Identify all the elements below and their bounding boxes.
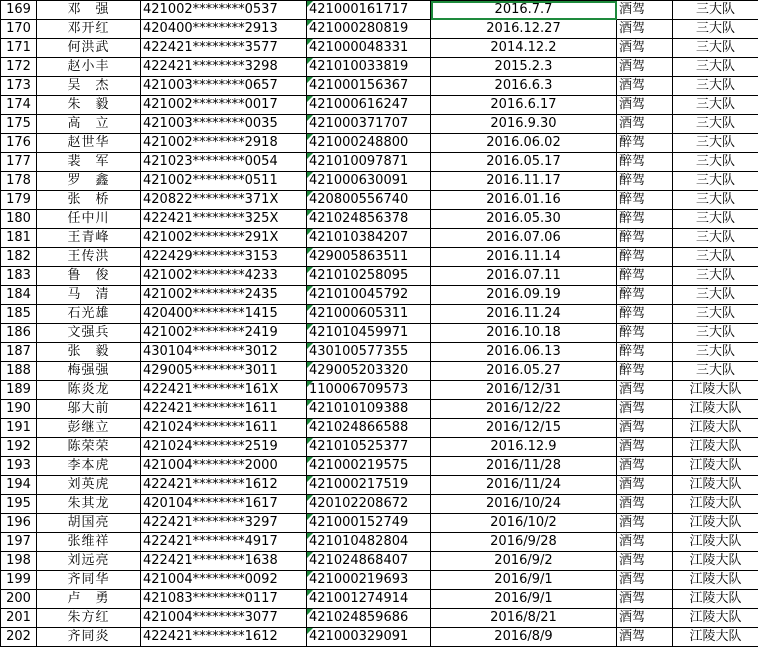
id-number-cell[interactable]: 422421********4917 (141, 533, 307, 552)
name-cell[interactable]: 张 毅 (37, 343, 141, 362)
date-cell[interactable]: 2016.6.3 (431, 77, 617, 96)
license-number-cell[interactable]: 421010045792 (307, 286, 431, 305)
name-cell[interactable]: 邓 强 (37, 1, 141, 20)
unit-cell[interactable]: 三大队 (673, 362, 758, 381)
table-row (1, 324, 758, 343)
violation-type-cell[interactable]: 酒驾 (617, 58, 673, 77)
table-row (1, 362, 758, 381)
violation-type-cell[interactable]: 酒驾 (617, 77, 673, 96)
unit-cell[interactable]: 江陵大队 (673, 552, 758, 571)
license-number-cell[interactable]: 421000248800 (307, 134, 431, 153)
date-cell[interactable]: 2016/9/2 (431, 552, 617, 571)
license-number-cell[interactable]: 421000329091 (307, 628, 431, 647)
id-number-cell[interactable]: 421002********2419 (141, 324, 307, 343)
unit-cell[interactable]: 三大队 (673, 134, 758, 153)
date-cell[interactable]: 2016/11/24 (431, 476, 617, 495)
license-number-cell[interactable]: 421010384207 (307, 229, 431, 248)
violation-type-cell[interactable]: 醉驾 (617, 248, 673, 267)
name-cell[interactable]: 朱 毅 (37, 96, 141, 115)
license-number-cell[interactable]: 421010258095 (307, 267, 431, 286)
date-cell[interactable]: 2016/11/28 (431, 457, 617, 476)
violation-type-cell[interactable]: 醉驾 (617, 172, 673, 191)
violation-type-cell[interactable]: 酒驾 (617, 514, 673, 533)
id-number-cell[interactable]: 421002********2918 (141, 134, 307, 153)
name-cell[interactable]: 彭继立 (37, 419, 141, 438)
unit-cell[interactable]: 江陵大队 (673, 533, 758, 552)
id-number-cell[interactable]: 421002********0537 (141, 1, 307, 20)
violation-type-cell[interactable]: 酒驾 (617, 571, 673, 590)
violation-type-cell[interactable]: 酒驾 (617, 20, 673, 39)
id-number-cell[interactable]: 421003********0035 (141, 115, 307, 134)
table-row (1, 514, 758, 533)
unit-cell[interactable]: 江陵大队 (673, 476, 758, 495)
license-number-cell[interactable]: 430100577355 (307, 343, 431, 362)
id-number-cell[interactable]: 421003********0657 (141, 77, 307, 96)
license-number-cell[interactable]: 421000156367 (307, 77, 431, 96)
table-row (1, 77, 758, 96)
row-number-cell[interactable]: 191 (1, 419, 37, 438)
date-cell[interactable]: 2016.05.30 (431, 210, 617, 229)
table-row (1, 438, 758, 457)
violation-type-cell[interactable]: 酒驾 (617, 457, 673, 476)
license-number-cell[interactable]: 420102208672 (307, 495, 431, 514)
row-number-cell[interactable]: 187 (1, 343, 37, 362)
unit-cell[interactable]: 三大队 (673, 267, 758, 286)
name-cell[interactable]: 朱方红 (37, 609, 141, 628)
violation-type-cell[interactable]: 醉驾 (617, 191, 673, 210)
id-number-cell[interactable]: 421004********3077 (141, 609, 307, 628)
table-row (1, 229, 758, 248)
id-number-cell[interactable]: 421002********291X (141, 229, 307, 248)
name-cell[interactable]: 鲁 俊 (37, 267, 141, 286)
license-number-cell[interactable]: 421001274914 (307, 590, 431, 609)
row-number-cell[interactable]: 202 (1, 628, 37, 647)
id-number-cell[interactable]: 420400********1415 (141, 305, 307, 324)
table-row (1, 590, 758, 609)
id-number-cell[interactable]: 422421********1611 (141, 400, 307, 419)
table-row (1, 58, 758, 77)
license-number-cell[interactable]: 421000219693 (307, 571, 431, 590)
name-cell[interactable]: 王传洪 (37, 248, 141, 267)
violation-type-cell[interactable]: 酒驾 (617, 1, 673, 20)
license-number-cell[interactable]: 421000616247 (307, 96, 431, 115)
table-row (1, 343, 758, 362)
table-row (1, 476, 758, 495)
row-number-cell[interactable]: 192 (1, 438, 37, 457)
table-row (1, 305, 758, 324)
row-number-cell[interactable]: 193 (1, 457, 37, 476)
violation-type-cell[interactable]: 酒驾 (617, 381, 673, 400)
row-number-cell[interactable]: 196 (1, 514, 37, 533)
violation-type-cell[interactable]: 酒驾 (617, 438, 673, 457)
table-row (1, 457, 758, 476)
name-cell[interactable]: 邬大前 (37, 400, 141, 419)
name-cell[interactable]: 陈荣荣 (37, 438, 141, 457)
date-cell[interactable]: 2016.07.06 (431, 229, 617, 248)
license-number-cell[interactable]: 421000219575 (307, 457, 431, 476)
name-cell[interactable]: 张 桥 (37, 191, 141, 210)
unit-cell[interactable]: 三大队 (673, 115, 758, 134)
unit-cell[interactable]: 江陵大队 (673, 609, 758, 628)
unit-cell[interactable]: 江陵大队 (673, 400, 758, 419)
id-number-cell[interactable]: 422421********3298 (141, 58, 307, 77)
name-cell[interactable]: 刘英虎 (37, 476, 141, 495)
violation-type-cell[interactable]: 酒驾 (617, 115, 673, 134)
violation-type-cell[interactable]: 醉驾 (617, 134, 673, 153)
name-cell[interactable]: 李本虎 (37, 457, 141, 476)
row-number-cell[interactable]: 183 (1, 267, 37, 286)
id-number-cell[interactable]: 422421********1612 (141, 476, 307, 495)
row-number-cell[interactable]: 185 (1, 305, 37, 324)
id-number-cell[interactable]: 422421********325X (141, 210, 307, 229)
table-body (1, 1, 758, 647)
id-number-cell[interactable]: 421024********1611 (141, 419, 307, 438)
name-cell[interactable]: 齐同华 (37, 571, 141, 590)
id-number-cell[interactable]: 421002********4233 (141, 267, 307, 286)
table-row (1, 248, 758, 267)
license-number-cell[interactable]: 421000280819 (307, 20, 431, 39)
id-number-cell[interactable]: 421023********0054 (141, 153, 307, 172)
date-cell[interactable]: 2016.7.7 (431, 1, 617, 20)
date-cell[interactable]: 2016/12/22 (431, 400, 617, 419)
license-number-cell[interactable]: 421000605311 (307, 305, 431, 324)
date-cell[interactable]: 2016/8/9 (431, 628, 617, 647)
date-cell[interactable]: 2016.07.11 (431, 267, 617, 286)
license-number-cell[interactable]: 421024868407 (307, 552, 431, 571)
table-row (1, 495, 758, 514)
row-number-cell[interactable]: 178 (1, 172, 37, 191)
name-cell[interactable]: 朱其龙 (37, 495, 141, 514)
name-cell[interactable]: 陈炎龙 (37, 381, 141, 400)
violation-type-cell[interactable]: 酒驾 (617, 39, 673, 58)
row-number-cell[interactable]: 197 (1, 533, 37, 552)
unit-cell[interactable]: 三大队 (673, 286, 758, 305)
violation-type-cell[interactable]: 醉驾 (617, 286, 673, 305)
date-cell[interactable]: 2016.12.27 (431, 20, 617, 39)
name-cell[interactable]: 王青峰 (37, 229, 141, 248)
table-row (1, 153, 758, 172)
unit-cell[interactable]: 江陵大队 (673, 514, 758, 533)
unit-cell[interactable]: 江陵大队 (673, 590, 758, 609)
id-number-cell[interactable]: 421004********0092 (141, 571, 307, 590)
date-cell[interactable]: 2016.6.17 (431, 96, 617, 115)
license-number-cell[interactable]: 421000630091 (307, 172, 431, 191)
table-row (1, 628, 758, 647)
id-number-cell[interactable]: 422421********3297 (141, 514, 307, 533)
unit-cell[interactable]: 三大队 (673, 153, 758, 172)
table-row (1, 115, 758, 134)
table-row (1, 96, 758, 115)
license-number-cell[interactable]: 421010482804 (307, 533, 431, 552)
unit-cell[interactable]: 江陵大队 (673, 628, 758, 647)
license-number-cell[interactable]: 421010109388 (307, 400, 431, 419)
license-number-cell[interactable]: 429005203320 (307, 362, 431, 381)
date-cell[interactable]: 2016.11.17 (431, 172, 617, 191)
license-number-cell[interactable]: 421024859686 (307, 609, 431, 628)
id-number-cell[interactable]: 422421********161X (141, 381, 307, 400)
violation-type-cell[interactable]: 醉驾 (617, 267, 673, 286)
name-cell[interactable]: 马 清 (37, 286, 141, 305)
id-number-cell[interactable]: 429005********3011 (141, 362, 307, 381)
license-number-cell[interactable]: 421010097871 (307, 153, 431, 172)
license-number-cell[interactable]: 429005863511 (307, 248, 431, 267)
name-cell[interactable]: 胡国亮 (37, 514, 141, 533)
unit-cell[interactable]: 江陵大队 (673, 495, 758, 514)
license-number-cell[interactable]: 421024856378 (307, 210, 431, 229)
id-number-cell[interactable]: 422421********1638 (141, 552, 307, 571)
date-cell[interactable]: 2016/12/15 (431, 419, 617, 438)
unit-cell[interactable]: 江陵大队 (673, 381, 758, 400)
name-cell[interactable]: 刘远亮 (37, 552, 141, 571)
unit-cell[interactable]: 江陵大队 (673, 571, 758, 590)
violation-type-cell[interactable]: 酒驾 (617, 533, 673, 552)
date-cell[interactable]: 2016/9/28 (431, 533, 617, 552)
row-number-cell[interactable]: 179 (1, 191, 37, 210)
row-number-cell[interactable]: 177 (1, 153, 37, 172)
row-number-cell[interactable]: 189 (1, 381, 37, 400)
row-number-cell[interactable]: 170 (1, 20, 37, 39)
row-number-cell[interactable]: 188 (1, 362, 37, 381)
name-cell[interactable]: 张维祥 (37, 533, 141, 552)
date-cell[interactable]: 2016/10/2 (431, 514, 617, 533)
date-cell[interactable]: 2015.2.3 (431, 58, 617, 77)
row-number-cell[interactable]: 195 (1, 495, 37, 514)
table-row (1, 381, 758, 400)
unit-cell[interactable]: 三大队 (673, 210, 758, 229)
license-number-cell[interactable]: 110006709573 (307, 381, 431, 400)
id-number-cell[interactable]: 421002********2435 (141, 286, 307, 305)
row-number-cell[interactable]: 181 (1, 229, 37, 248)
date-cell[interactable]: 2016.06.13 (431, 343, 617, 362)
table-row (1, 39, 758, 58)
table-row (1, 210, 758, 229)
id-number-cell[interactable]: 422429********3153 (141, 248, 307, 267)
date-cell[interactable]: 2016.06.02 (431, 134, 617, 153)
date-cell[interactable]: 2016.05.27 (431, 362, 617, 381)
license-number-cell[interactable]: 420800556740 (307, 191, 431, 210)
table-row (1, 571, 758, 590)
date-cell[interactable]: 2016.05.17 (431, 153, 617, 172)
table-row (1, 552, 758, 571)
name-cell[interactable]: 吴 杰 (37, 77, 141, 96)
row-number-cell[interactable]: 169 (1, 1, 37, 20)
table-row (1, 286, 758, 305)
row-number-cell[interactable]: 171 (1, 39, 37, 58)
name-cell[interactable]: 梅强强 (37, 362, 141, 381)
violation-type-cell[interactable]: 酒驾 (617, 590, 673, 609)
date-cell[interactable]: 2016/10/24 (431, 495, 617, 514)
unit-cell[interactable]: 江陵大队 (673, 419, 758, 438)
row-number-cell[interactable]: 198 (1, 552, 37, 571)
violation-type-cell[interactable]: 醉驾 (617, 229, 673, 248)
id-number-cell[interactable]: 421002********0511 (141, 172, 307, 191)
unit-cell[interactable]: 三大队 (673, 172, 758, 191)
date-cell[interactable]: 2016/8/21 (431, 609, 617, 628)
license-number-cell[interactable]: 421000217519 (307, 476, 431, 495)
row-number-cell[interactable]: 201 (1, 609, 37, 628)
license-number-cell[interactable]: 421000152749 (307, 514, 431, 533)
name-cell[interactable]: 邓开红 (37, 20, 141, 39)
name-cell[interactable]: 文强兵 (37, 324, 141, 343)
table-row (1, 609, 758, 628)
date-cell[interactable]: 2016/9/1 (431, 590, 617, 609)
name-cell[interactable]: 何洪武 (37, 39, 141, 58)
violation-type-cell[interactable]: 醉驾 (617, 305, 673, 324)
license-number-cell[interactable]: 421010525377 (307, 438, 431, 457)
violation-type-cell[interactable]: 酒驾 (617, 419, 673, 438)
id-number-cell[interactable]: 430104********3012 (141, 343, 307, 362)
name-cell[interactable]: 石光雄 (37, 305, 141, 324)
date-cell[interactable]: 2016/9/1 (431, 571, 617, 590)
violation-type-cell[interactable]: 醉驾 (617, 153, 673, 172)
table-row (1, 267, 758, 286)
id-number-cell[interactable]: 421002********0017 (141, 96, 307, 115)
id-number-cell[interactable]: 421004********2000 (141, 457, 307, 476)
license-number-cell[interactable]: 421000161717 (307, 1, 431, 20)
date-cell[interactable]: 2016/12/31 (431, 381, 617, 400)
unit-cell[interactable]: 三大队 (673, 324, 758, 343)
row-number-cell[interactable]: 176 (1, 134, 37, 153)
unit-cell[interactable]: 三大队 (673, 343, 758, 362)
name-cell[interactable]: 任中川 (37, 210, 141, 229)
table-row (1, 20, 758, 39)
unit-cell[interactable]: 三大队 (673, 96, 758, 115)
date-cell[interactable]: 2016.9.30 (431, 115, 617, 134)
unit-cell[interactable]: 江陵大队 (673, 438, 758, 457)
table-row (1, 191, 758, 210)
unit-cell[interactable]: 三大队 (673, 248, 758, 267)
unit-cell[interactable]: 江陵大队 (673, 457, 758, 476)
row-number-cell[interactable]: 173 (1, 77, 37, 96)
violation-type-cell[interactable]: 酒驾 (617, 609, 673, 628)
date-cell[interactable]: 2016.11.14 (431, 248, 617, 267)
violation-type-cell[interactable]: 酒驾 (617, 96, 673, 115)
name-cell[interactable]: 赵世华 (37, 134, 141, 153)
name-cell[interactable]: 卢 勇 (37, 590, 141, 609)
row-number-cell[interactable]: 194 (1, 476, 37, 495)
violation-type-cell[interactable]: 醉驾 (617, 210, 673, 229)
unit-cell[interactable]: 三大队 (673, 1, 758, 20)
unit-cell[interactable]: 三大队 (673, 77, 758, 96)
row-number-cell[interactable]: 180 (1, 210, 37, 229)
unit-cell[interactable]: 三大队 (673, 58, 758, 77)
license-number-cell[interactable]: 421010459971 (307, 324, 431, 343)
date-cell[interactable]: 2016.12.9 (431, 438, 617, 457)
table-row (1, 419, 758, 438)
id-number-cell[interactable]: 420822********371X (141, 191, 307, 210)
unit-cell[interactable]: 三大队 (673, 191, 758, 210)
license-number-cell[interactable]: 421010033819 (307, 58, 431, 77)
date-cell[interactable]: 2016.09.19 (431, 286, 617, 305)
name-cell[interactable]: 齐同炎 (37, 628, 141, 647)
id-number-cell[interactable]: 420104********1617 (141, 495, 307, 514)
row-number-cell[interactable]: 200 (1, 590, 37, 609)
violation-type-cell[interactable]: 酒驾 (617, 552, 673, 571)
unit-cell[interactable]: 三大队 (673, 305, 758, 324)
row-number-cell[interactable]: 184 (1, 286, 37, 305)
id-number-cell[interactable]: 422421********3577 (141, 39, 307, 58)
violation-type-cell[interactable]: 酒驾 (617, 628, 673, 647)
id-number-cell[interactable]: 422421********1612 (141, 628, 307, 647)
row-number-cell[interactable]: 172 (1, 58, 37, 77)
unit-cell[interactable]: 三大队 (673, 229, 758, 248)
table-row (1, 400, 758, 419)
row-number-cell[interactable]: 186 (1, 324, 37, 343)
violation-type-cell[interactable]: 醉驾 (617, 343, 673, 362)
id-number-cell[interactable]: 421083********0117 (141, 590, 307, 609)
table-row (1, 533, 758, 552)
license-number-cell[interactable]: 421000048331 (307, 39, 431, 58)
table-row (1, 134, 758, 153)
date-cell[interactable]: 2016.01.16 (431, 191, 617, 210)
license-number-cell[interactable]: 421024866588 (307, 419, 431, 438)
table-row (1, 172, 758, 191)
id-number-cell[interactable]: 421024********2519 (141, 438, 307, 457)
license-number-cell[interactable]: 421000371707 (307, 115, 431, 134)
date-cell[interactable]: 2016.10.18 (431, 324, 617, 343)
name-cell[interactable]: 赵小丰 (37, 58, 141, 77)
unit-cell[interactable]: 三大队 (673, 39, 758, 58)
violation-type-cell[interactable]: 酒驾 (617, 400, 673, 419)
table-row (1, 1, 758, 20)
row-number-cell[interactable]: 182 (1, 248, 37, 267)
name-cell[interactable]: 裴 军 (37, 153, 141, 172)
name-cell[interactable]: 罗 鑫 (37, 172, 141, 191)
violation-type-cell[interactable]: 醉驾 (617, 362, 673, 381)
violation-type-cell[interactable]: 醉驾 (617, 324, 673, 343)
row-number-cell[interactable]: 175 (1, 115, 37, 134)
unit-cell[interactable]: 三大队 (673, 20, 758, 39)
row-number-cell[interactable]: 174 (1, 96, 37, 115)
id-number-cell[interactable]: 420400********2913 (141, 20, 307, 39)
row-number-cell[interactable]: 199 (1, 571, 37, 590)
date-cell[interactable]: 2014.12.2 (431, 39, 617, 58)
row-number-cell[interactable]: 190 (1, 400, 37, 419)
violation-type-cell[interactable]: 酒驾 (617, 476, 673, 495)
date-cell[interactable]: 2016.11.24 (431, 305, 617, 324)
violation-type-cell[interactable]: 酒驾 (617, 495, 673, 514)
name-cell[interactable]: 高 立 (37, 115, 141, 134)
